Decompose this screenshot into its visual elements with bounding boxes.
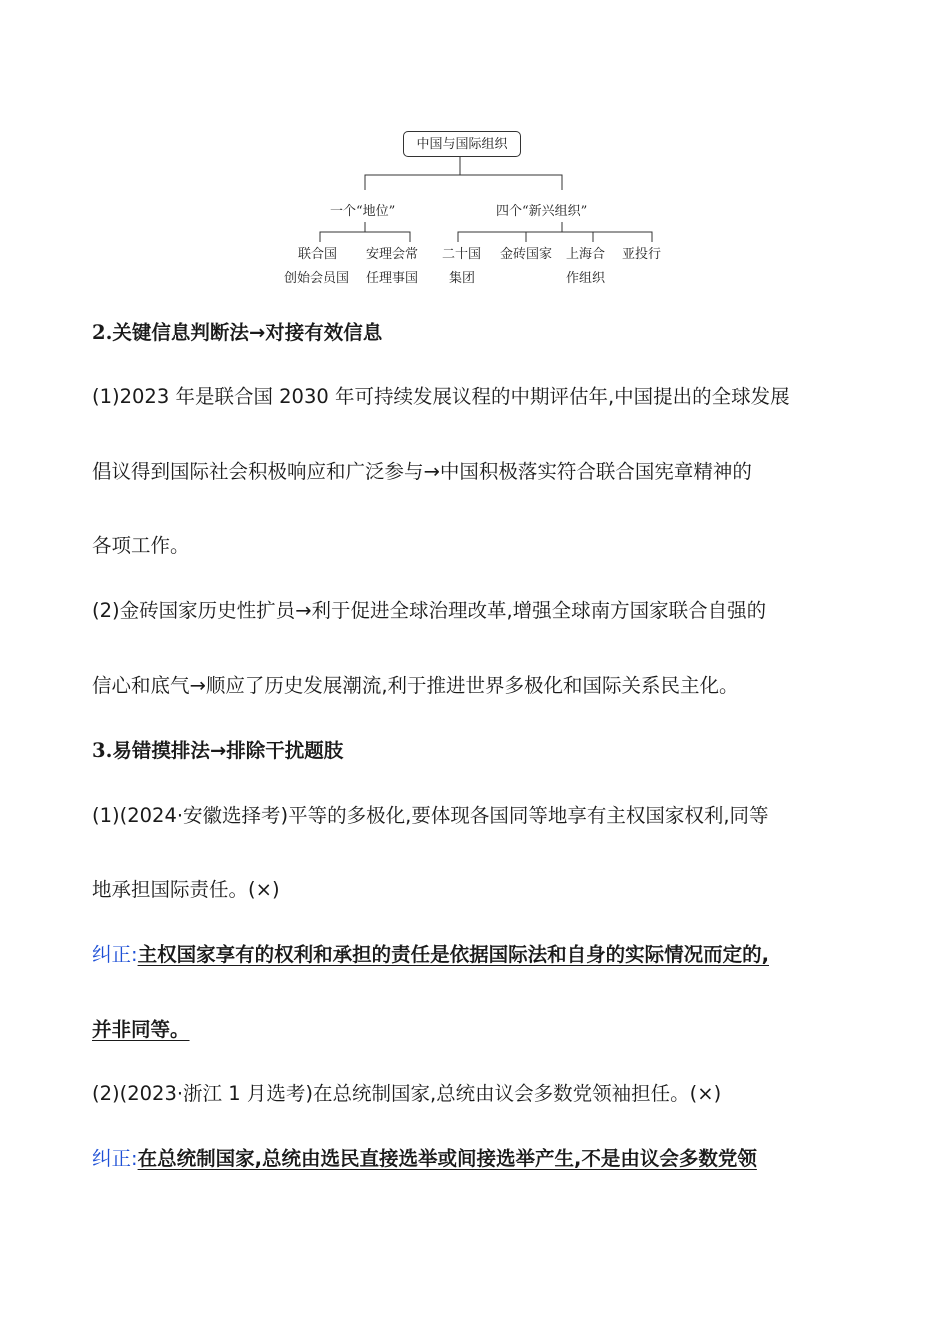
question-line: (1)(2024·安徽选择考)平等的多极化,要体现各国同等地享有主权国家权利,同等 bbox=[92, 804, 769, 827]
correction-line: 并非同等。 bbox=[92, 1018, 190, 1041]
correction-line: 纠正:主权国家享有的权利和承担的责任是依据国际法和自身的实际情况而定的, bbox=[92, 943, 769, 966]
leaf-security-council-line1: 安理会常 bbox=[366, 247, 419, 262]
leaf-g20-line2: 集团 bbox=[449, 271, 476, 286]
correction-label: 纠正: bbox=[92, 943, 138, 966]
paragraph-line: 信心和底气→顺应了历史发展潮流,利于推进世界多极化和国际关系民主化。 bbox=[92, 674, 739, 697]
org-tree-diagram bbox=[270, 120, 690, 300]
branch-label-status: 一个“地位” bbox=[330, 204, 396, 219]
section-heading-3: 3.易错摸排法→排除干扰题肢 bbox=[92, 739, 344, 762]
leaf-brics: 金砖国家 bbox=[500, 247, 553, 262]
leaf-un-line1: 联合国 bbox=[298, 247, 338, 262]
leaf-un-line2: 创始会员国 bbox=[284, 271, 350, 286]
paragraph-line: (1)2023 年是联合国 2030 年可持续发展议程的中期评估年,中国提出的全球发展 bbox=[92, 385, 790, 408]
paragraph-line: 各项工作。 bbox=[92, 534, 190, 557]
paragraph-line: (2)金砖国家历史性扩员→利于促进全球治理改革,增强全球南方国家联合自强的 bbox=[92, 599, 767, 622]
correction-line: 纠正:在总统制国家,总统由选民直接选举或间接选举产生,不是由议会多数党领 bbox=[92, 1147, 757, 1170]
branch-label-new-orgs: 四个“新兴组织” bbox=[496, 204, 588, 219]
section-heading-2: 2.关键信息判断法→对接有效信息 bbox=[92, 321, 383, 344]
question-line: (2)(2023·浙江 1 月选考)在总统制国家,总统由议会多数党领袖担任。(×) bbox=[92, 1082, 722, 1105]
leaf-sco-line1: 上海合 bbox=[566, 247, 606, 262]
leaf-aiib: 亚投行 bbox=[622, 247, 662, 262]
leaf-g20-line1: 二十国 bbox=[442, 247, 482, 262]
root-node: 中国与国际组织 bbox=[403, 131, 521, 157]
paragraph-line: 倡议得到国际社会积极响应和广泛参与→中国积极落实符合联合国宪章精神的 bbox=[92, 460, 752, 483]
leaf-sco-line2: 作组织 bbox=[566, 271, 606, 286]
question-line: 地承担国际责任。(×) bbox=[92, 878, 280, 901]
correction-label: 纠正: bbox=[92, 1147, 138, 1170]
leaf-security-council-line2: 任理事国 bbox=[366, 271, 419, 286]
